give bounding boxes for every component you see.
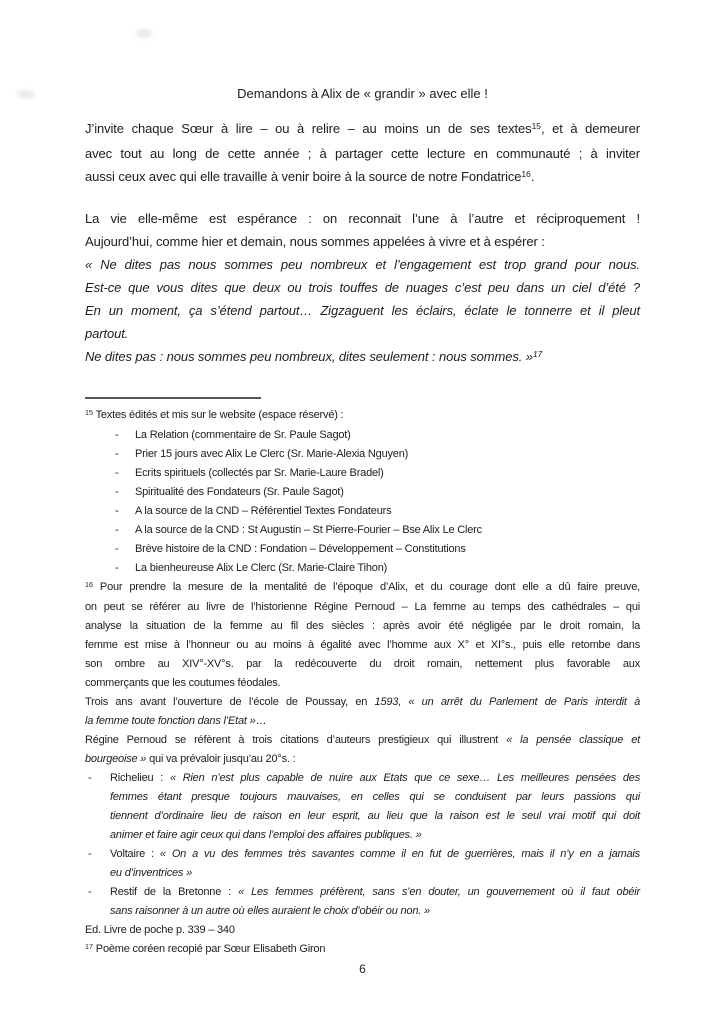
list-bullet: - xyxy=(115,543,119,555)
text-run: Textes édités et mis sur le website (espace réservé) : xyxy=(92,409,344,421)
text-run: sans raisonner à un autre où elles auraient le choix d’obéir ou non. » xyxy=(110,905,430,917)
text-line xyxy=(85,502,640,521)
text-line xyxy=(85,845,640,864)
text-line xyxy=(85,559,640,578)
text-line xyxy=(85,299,640,322)
text-column xyxy=(85,82,640,976)
text-line xyxy=(85,464,640,483)
text-run: Régine Pernoud se réfèrent à trois citations d’auteurs prestigieux qui illustrent xyxy=(85,734,507,746)
text-run: En un moment, ça s’étend partout… Zigzaguent les éclairs, éclate le tonnerre et il pleut xyxy=(85,303,640,318)
text-line xyxy=(85,540,640,559)
text-run: partout. xyxy=(85,326,129,341)
text-line xyxy=(85,406,640,426)
footnote-reference: 16 xyxy=(521,169,531,180)
text-run: Trois ans avant l’ouverture de l’école de Poussay, en xyxy=(85,696,375,708)
text-run: on peut se référer au livre de l’historienne Régine Pernoud – La femme au temps des cathédrales – qui xyxy=(85,601,640,613)
text-run: Pour prendre la mesure de la mentalité de l’époque d’Alix, et du courage dont elle a dû faire preuve, xyxy=(92,581,640,593)
text-line xyxy=(85,322,640,345)
text-run: Poème coréen recopié par Sœur Elisabeth Giron xyxy=(92,943,326,955)
footnote-reference: 15 xyxy=(85,409,93,417)
text-run: son ombre au XIV°-XV°s. par la redécouverte du droit romain, nettement plus favorable aux xyxy=(85,658,640,670)
footnote-separator xyxy=(85,397,261,399)
text-line xyxy=(85,788,640,807)
text-line xyxy=(85,769,640,788)
list-bullet: - xyxy=(115,562,119,574)
text-line xyxy=(85,117,640,142)
text-line xyxy=(85,864,640,883)
text-run: Brève histoire de la CND : Fondation – Développement – Constitutions xyxy=(135,543,466,555)
text-line xyxy=(85,693,640,712)
text-line xyxy=(85,883,640,902)
text-line xyxy=(85,617,640,636)
text-run: analyse la situation de la femme au fil des siècles : après avoir été négligée par le droit romain, la xyxy=(85,620,640,632)
page-number: 6 xyxy=(359,962,366,976)
scan-artifact xyxy=(136,29,152,38)
footnote-reference: 15 xyxy=(531,121,541,132)
text-line xyxy=(85,521,640,540)
text-line xyxy=(85,636,640,655)
list-bullet: - xyxy=(88,848,92,860)
text-line xyxy=(85,276,640,299)
page-title: Demandons à Alix de « grandir » avec elle ! xyxy=(237,86,488,101)
text-line xyxy=(85,902,640,921)
text-line xyxy=(85,807,640,826)
text-run: … xyxy=(255,715,267,727)
list-bullet: - xyxy=(115,429,119,441)
footnote-reference: 16 xyxy=(85,581,93,589)
text-run: Ed. Livre de poche p. 339 – 340 xyxy=(85,924,235,936)
text-line xyxy=(85,445,640,464)
text-run: A la source de la CND – Référentiel Textes Fondateurs xyxy=(135,505,392,517)
text-line xyxy=(85,921,640,940)
text-line xyxy=(85,345,640,370)
text-line xyxy=(85,712,640,731)
text-line xyxy=(85,165,640,190)
text-line xyxy=(85,674,640,693)
text-run: J’invite chaque Sœur à lire – ou à relire – au moins un de ses textes xyxy=(85,121,532,136)
text-run: Ne dites pas : nous sommes peu nombreux, dites seulement : nous sommes. » xyxy=(85,349,533,364)
text-run: Voltaire : xyxy=(110,848,160,860)
list-bullet: - xyxy=(88,886,92,898)
text-run: A la source de la CND : St Augustin – St Pierre-Fourier – Bse Alix Le Clerc xyxy=(135,524,482,536)
text-run: « On a vu des femmes très savantes comme il en fut de guerrières, mais il n’y en a jamais xyxy=(159,848,640,860)
text-run: aussi ceux avec qui elle travaille à venir boire à la source de notre Fondatrice xyxy=(85,169,522,184)
text-run: « Rien n’est plus capable de nuire aux Etats que ce sexe… Les meilleures pensées des xyxy=(169,772,641,784)
text-run: commerçants que les coutumes féodales. xyxy=(85,677,281,689)
text-run: 1593, « un arrêt du Parlement de Paris interdit à xyxy=(374,696,640,708)
body-paragraph xyxy=(85,117,640,190)
list-bullet: - xyxy=(115,505,119,517)
body-text xyxy=(85,117,640,370)
text-run: « Ne dites pas nous sommes peu nombreux et l’engagement est trop grand pour nous. xyxy=(85,257,640,272)
text-line xyxy=(85,598,640,617)
text-run: eu d’inventrices » xyxy=(110,867,193,879)
text-run: La bienheureuse Alix Le Clerc (Sr. Marie-Claire Tihon) xyxy=(135,562,388,574)
text-run: bourgeoise » xyxy=(85,753,147,765)
text-run: Est-ce que vous dites que deux ou trois touffes de nuages c’est peu dans un ciel d’été ? xyxy=(85,280,640,295)
text-run: qui va prévaloir jusqu’au 20°s. : xyxy=(146,753,296,765)
list-bullet: - xyxy=(115,486,119,498)
text-line xyxy=(85,750,640,769)
text-run: animer et faire agir ceux qui dans l’emploi des affaires publiques. » xyxy=(110,829,422,841)
text-line xyxy=(85,578,640,598)
footnotes xyxy=(85,406,640,960)
text-line xyxy=(85,207,640,230)
text-run: , et à demeurer xyxy=(540,121,640,136)
footnote-reference: 17 xyxy=(85,943,93,951)
text-run: Richelieu : xyxy=(110,772,170,784)
text-run: La vie elle-même est espérance : on reconnait l’une à l’autre et réciproquement ! xyxy=(85,211,640,226)
text-run: Prier 15 jours avec Alix Le Clerc (Sr. Marie-Alexia Nguyen) xyxy=(135,448,409,460)
text-line xyxy=(85,940,640,960)
text-run: Aujourd’hui, comme hier et demain, nous sommes appelées à vivre et à espérer : xyxy=(85,234,545,249)
text-run: . xyxy=(530,169,535,184)
text-line xyxy=(85,483,640,502)
text-run: femmes étant presque toujours mauvaises, en celles qui se conduisent par leurs passions qui xyxy=(110,791,640,803)
list-bullet: - xyxy=(115,467,119,479)
list-bullet: - xyxy=(115,524,119,536)
text-run: Ecrits spirituels (collectés par Sr. Marie-Laure Bradel) xyxy=(135,467,384,479)
text-line xyxy=(85,426,640,445)
text-run: femme est mise à l’honneur ou au moins à égalité avec l’homme aux X° et XI°s., puis elle retombe dans xyxy=(85,639,640,651)
text-line xyxy=(85,731,640,750)
text-run: La Relation (commentaire de Sr. Paule Sagot) xyxy=(135,429,351,441)
text-line xyxy=(85,655,640,674)
text-run: avec tout au long de cette année ; à partager cette lecture en communauté ; à inviter xyxy=(85,146,640,161)
text-run: Restif de la Bretonne : xyxy=(110,886,239,898)
text-run: « Les femmes préfèrent, sans s’en douter, un gouvernement où il faut obéir xyxy=(238,886,640,898)
footnote-reference: 17 xyxy=(532,349,543,360)
body-paragraph xyxy=(85,207,640,370)
list-bullet: - xyxy=(115,448,119,460)
text-run: tiennent d’ordinaire lieu de raison en leur esprit, au lieu que la raison est le seul vrai motif qui doit xyxy=(110,810,640,822)
list-bullet: - xyxy=(88,772,92,784)
text-run: Spiritualité des Fondateurs (Sr. Paule Sagot) xyxy=(135,486,344,498)
text-line xyxy=(85,253,640,276)
text-line xyxy=(85,826,640,845)
text-run: « la pensée classique et xyxy=(506,734,640,746)
scan-artifact xyxy=(17,90,35,98)
text-line xyxy=(85,142,640,165)
text-run: la femme toute fonction dans l’Etat » xyxy=(85,715,256,727)
text-line xyxy=(85,230,640,253)
